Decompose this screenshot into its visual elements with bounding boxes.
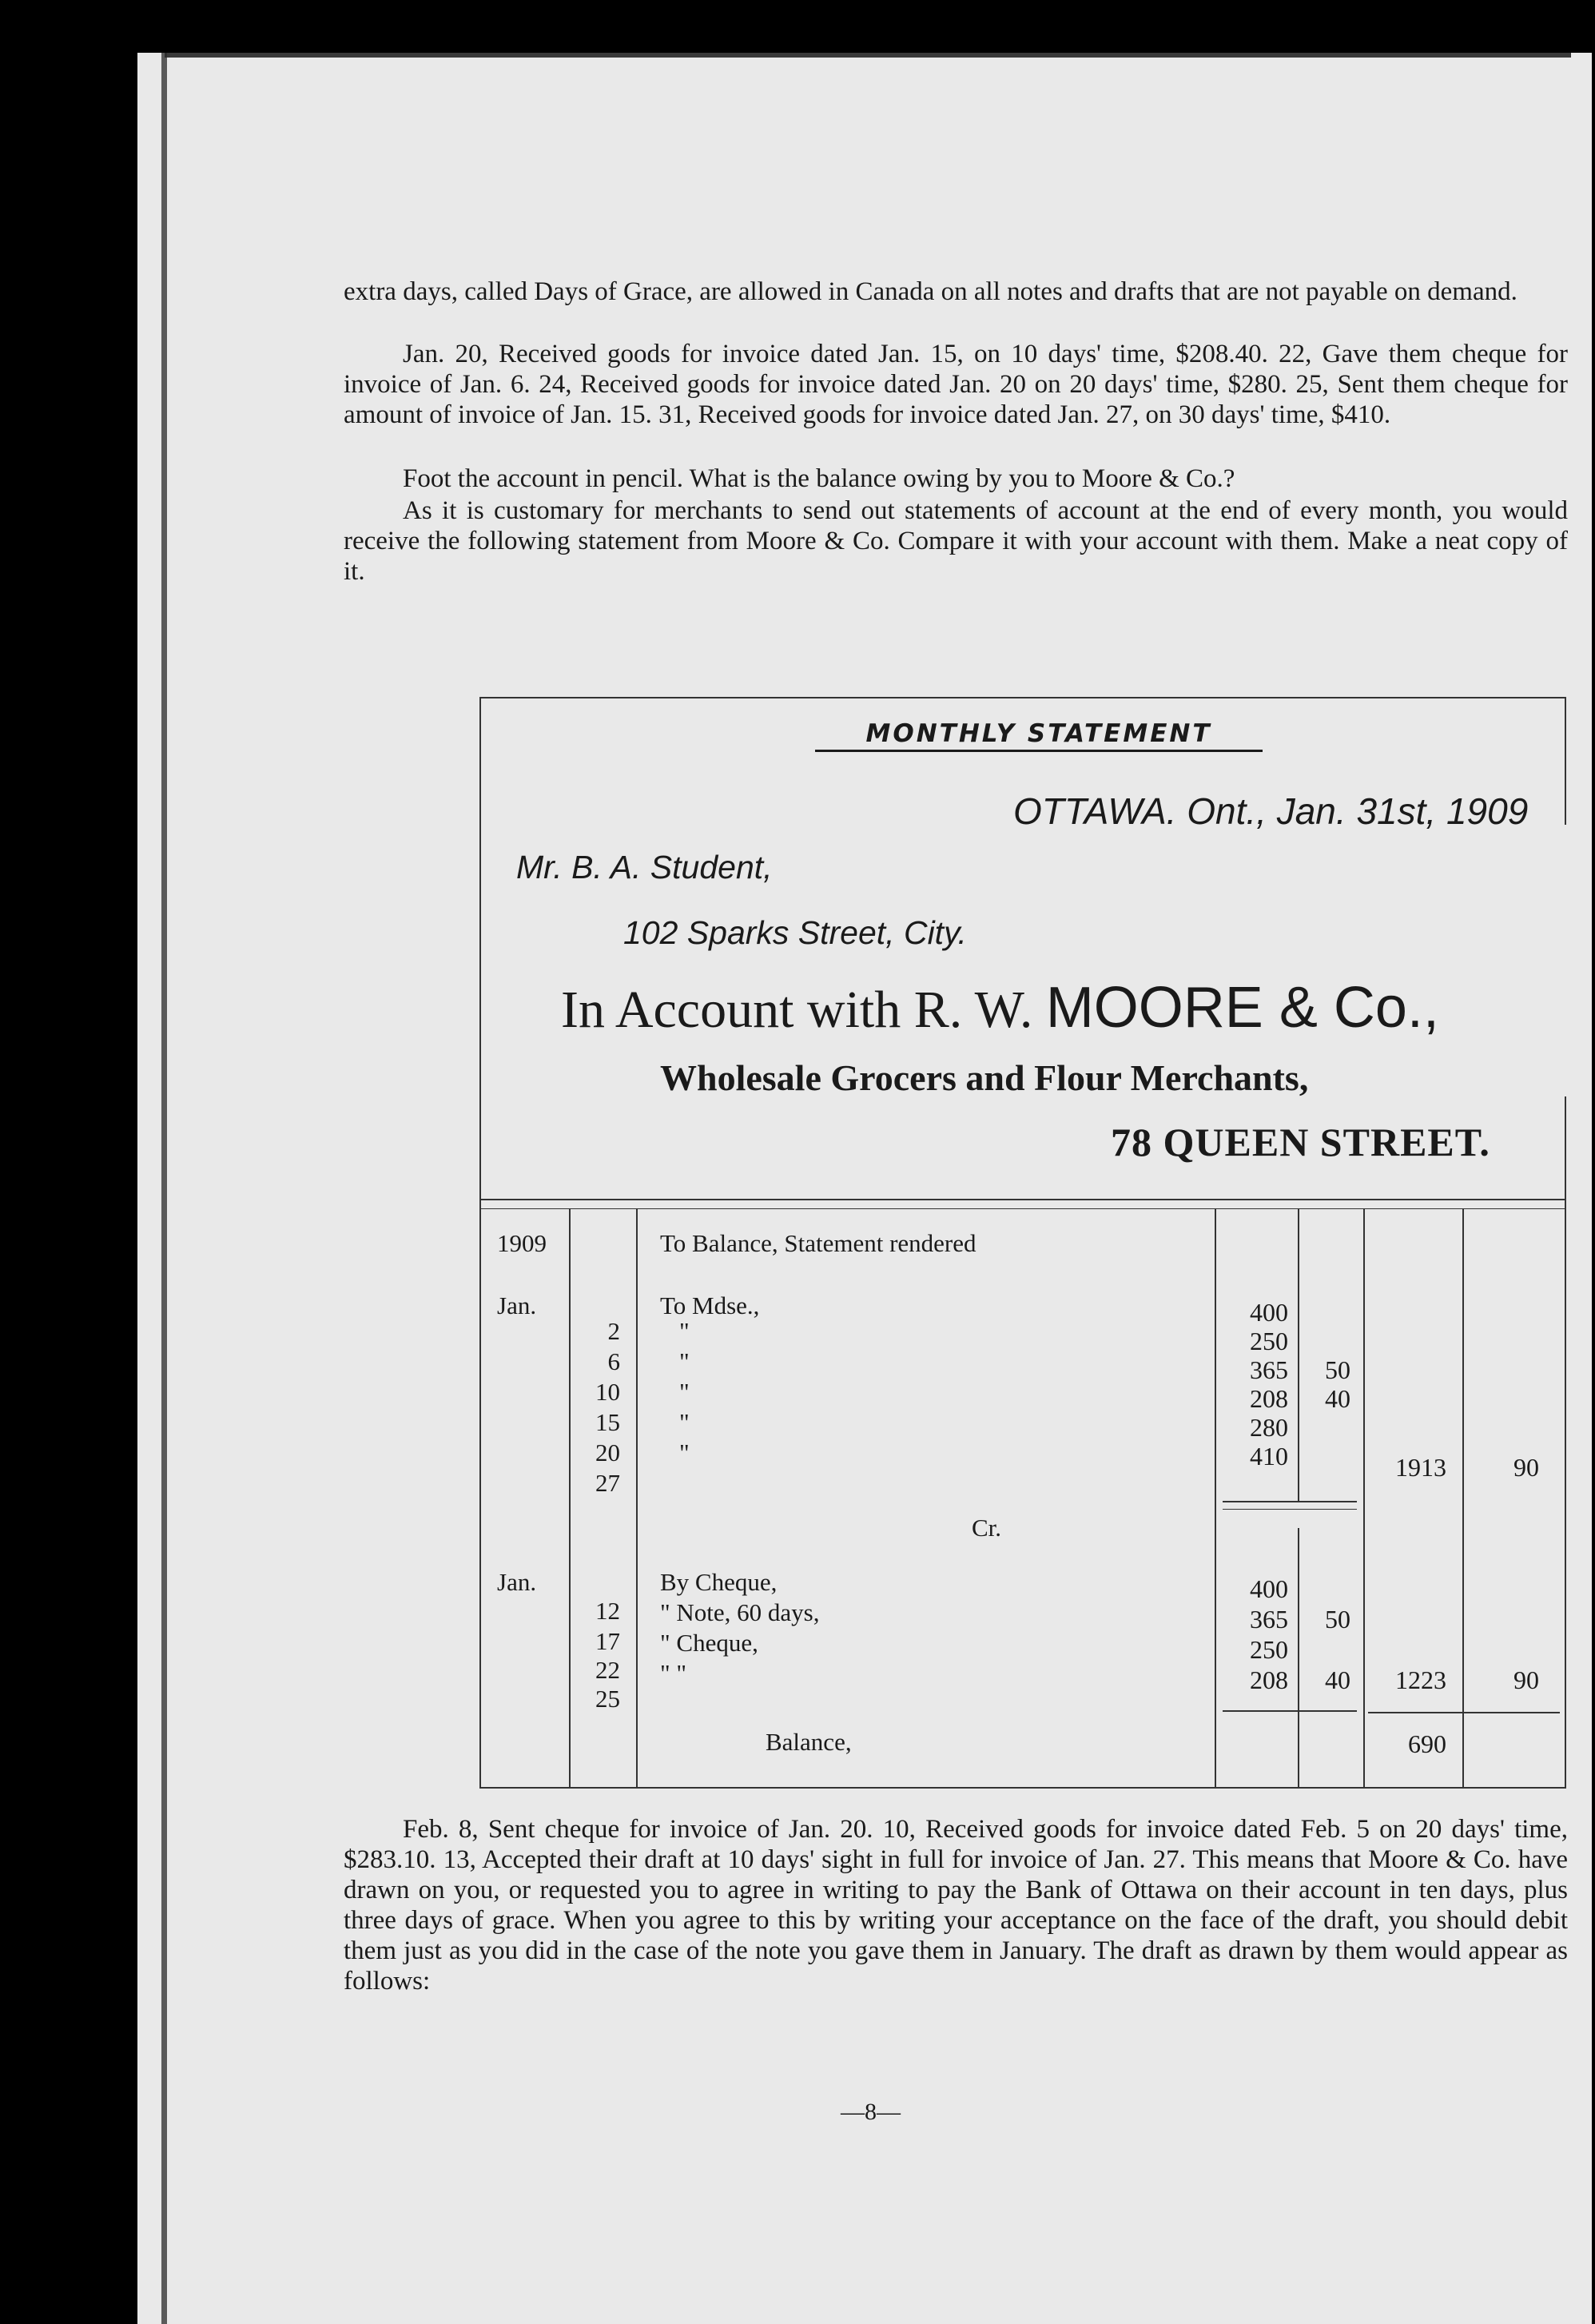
- paragraph-days-of-grace: extra days, called Days of Grace, are allowed in Canada on all notes and drafts that are not payable on demand.: [344, 277, 1517, 306]
- debit-amount: 400: [1250, 1298, 1288, 1327]
- business-description: Wholesale Grocers and Flour Merchants,: [660, 1057, 1309, 1098]
- balance-amount: 690: [1408, 1729, 1446, 1758]
- ditto-mark: ": [679, 1408, 690, 1436]
- debit-cents: 50: [1325, 1355, 1350, 1384]
- credit-label: Cr.: [972, 1514, 1002, 1542]
- ditto-mark: ": [679, 1439, 690, 1466]
- ledger-balance-entry: To Balance, Statement rendered: [660, 1229, 976, 1257]
- debit-day: 10: [595, 1378, 620, 1406]
- credit-total-cents: 90: [1513, 1665, 1539, 1694]
- statement-left-border: [479, 697, 481, 1789]
- ledger-top-rule: [479, 1199, 1566, 1200]
- account-heading: [561, 975, 1439, 1041]
- credit-cents: 40: [1325, 1665, 1350, 1694]
- credit-amount: 365: [1250, 1605, 1288, 1634]
- debit-day: 2: [607, 1317, 620, 1345]
- customer-name: Mr. B. A. Student,: [516, 849, 773, 885]
- credit-item: " Note, 60 days,: [660, 1598, 820, 1626]
- credit-day: 17: [595, 1627, 620, 1655]
- credit-total: 1223: [1395, 1665, 1446, 1694]
- statement-top-border: [479, 697, 1566, 698]
- credit-day: 22: [595, 1656, 620, 1684]
- credit-subtotal-rule: [1223, 1710, 1357, 1712]
- paragraph-monthly-statement-intro: As it is customary for merchants to send out statements of account at the end of every month, you would receive the following statement from Moore & Co. Compare it with your account with them. Make a neat copy of it.: [344, 496, 1568, 586]
- debit-total: 1913: [1395, 1453, 1446, 1482]
- ditto-mark: ": [679, 1378, 690, 1406]
- scan-left-edge: [161, 53, 167, 2324]
- credit-amount: 400: [1250, 1574, 1288, 1603]
- credit-item: " Cheque,: [660, 1629, 758, 1657]
- debit-total-cents: 90: [1513, 1453, 1539, 1482]
- debit-amount: 280: [1250, 1413, 1288, 1442]
- ledger-col-rule-4b: [1298, 1528, 1299, 1787]
- ledger-mdse-entry: To Mdse.,: [660, 1291, 760, 1319]
- credit-day: 12: [595, 1597, 620, 1625]
- ditto-mark: ": [679, 1317, 690, 1345]
- ledger-month-credits: Jan.: [497, 1568, 537, 1596]
- page-number: —8—: [841, 2099, 901, 2125]
- account-prefix: In Account with R. W.: [561, 981, 1046, 1039]
- debit-day: 20: [595, 1439, 620, 1466]
- customer-address: 102 Sparks Street, City.: [623, 914, 967, 951]
- book-page: [137, 53, 1592, 2324]
- debit-day: 27: [595, 1469, 620, 1497]
- scan-top-edge: [165, 53, 1571, 58]
- credit-amount: 250: [1250, 1635, 1288, 1664]
- statement-title: MONTHLY STATEMENT: [815, 719, 1263, 752]
- ledger-year: 1909: [497, 1229, 547, 1257]
- ledger-col-rule-2: [636, 1208, 638, 1787]
- ledger-col-rule-3: [1215, 1208, 1216, 1787]
- credit-cents: 50: [1325, 1605, 1350, 1634]
- debit-day: 6: [607, 1347, 620, 1375]
- debit-amount: 410: [1250, 1442, 1288, 1470]
- paragraph-foot-account: Foot the account in pencil. What is the balance owing by you to Moore & Co.?: [403, 464, 1235, 493]
- ledger-col-rule-6: [1462, 1208, 1464, 1787]
- debit-subtotal-rule-2: [1223, 1509, 1357, 1510]
- credit-total-rule: [1368, 1712, 1560, 1713]
- paragraph-january-transactions: Jan. 20, Received goods for invoice dated Jan. 15, on 10 days' time, $208.40. 22, Gave them cheque for invoice of Jan. 6. 24, Received goods for invoice dated Jan. 20 on 20 days' time, $280. 25, Sent them cheque for amount of invoice of Jan. 15. 31, Received goods for invoice dated Jan. 27, on 30 days' time, $410.: [344, 340, 1568, 429]
- credit-item: " ": [660, 1659, 687, 1687]
- ledger-top-rule-2: [479, 1208, 1566, 1209]
- statement-bottom-border: [479, 1787, 1566, 1789]
- balance-label: Balance,: [766, 1728, 852, 1756]
- debit-cents: 40: [1325, 1384, 1350, 1413]
- debit-day: 15: [595, 1408, 620, 1436]
- debit-amount: 250: [1250, 1327, 1288, 1355]
- debit-amount: 365: [1250, 1355, 1288, 1384]
- ledger-month: Jan.: [497, 1291, 537, 1319]
- statement-right-border-top: [1565, 697, 1566, 825]
- company-name: MOORE & Co.,: [1045, 976, 1439, 1040]
- ledger-col-rule-5: [1363, 1208, 1365, 1787]
- debit-subtotal-rule: [1223, 1501, 1357, 1502]
- monthly-statement: [479, 697, 1566, 1789]
- paragraph-february-transactions: Feb. 8, Sent cheque for invoice of Jan. 20. 10, Received goods for invoice dated Feb. 5 on 20 days' time, $283.10. 13, Accepted their draft at 10 days' sight in full for invoice of Jan. 27. This means that Moore & Co. have drawn on you, or requested you to agree in writing to pay the Bank of Ottawa on their account in ten days, plus three days of grace. When you agree to this by writing your acceptance on the face of the draft, you should debit them just as you did in the case of the note you gave them in January. The draft as drawn by them would appear as follows:: [344, 1815, 1568, 1996]
- company-street: 78 QUEEN STREET.: [1111, 1120, 1490, 1164]
- credit-day: 25: [595, 1685, 620, 1713]
- credit-amount: 208: [1250, 1665, 1288, 1694]
- debit-amount: 208: [1250, 1384, 1288, 1413]
- statement-dateline: OTTAWA. Ont., Jan. 31st, 1909: [1013, 790, 1529, 832]
- ditto-mark: ": [679, 1347, 690, 1375]
- credit-item: By Cheque,: [660, 1568, 778, 1596]
